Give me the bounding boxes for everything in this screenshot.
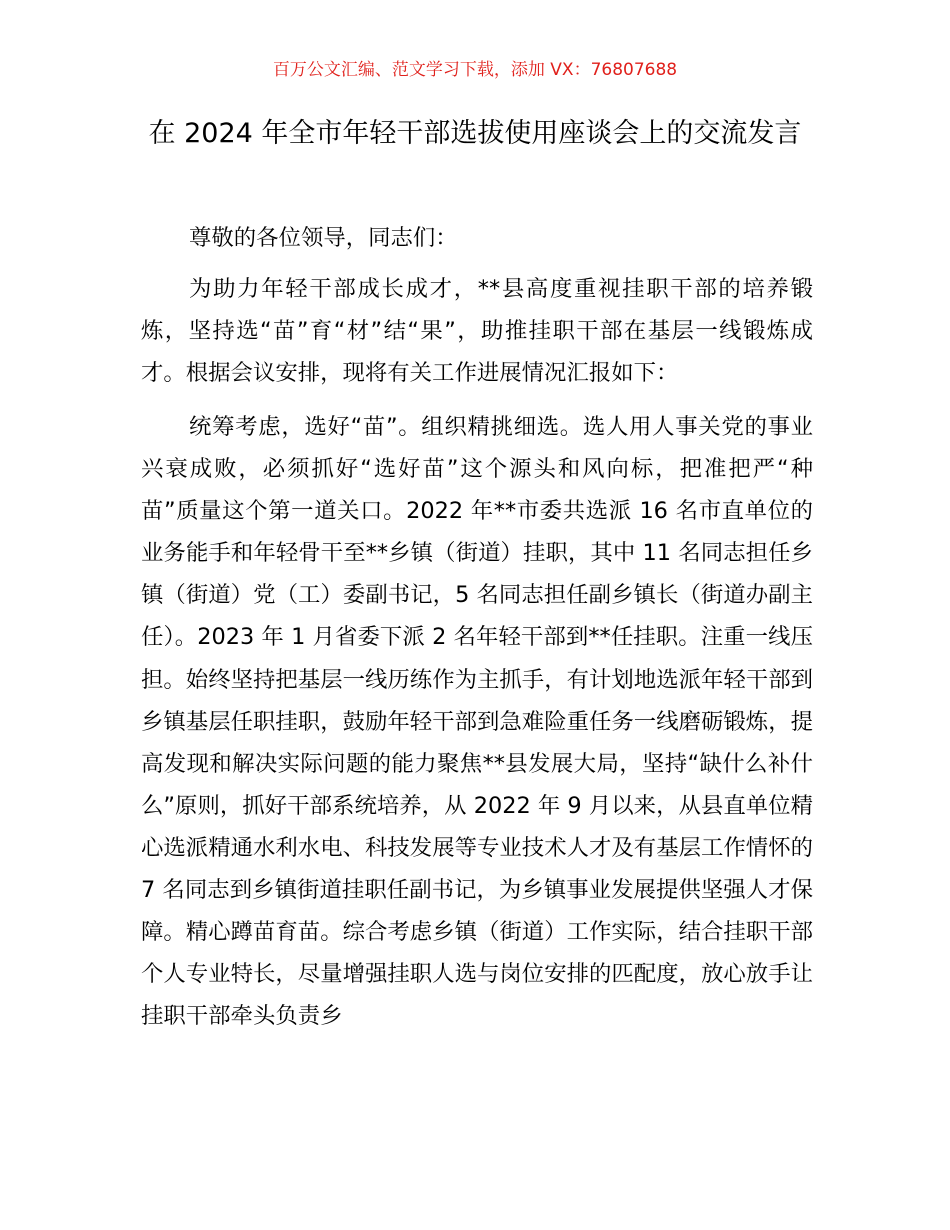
header-watermark: 百万公文汇编、范文学习下载，添加 VX：76807688 xyxy=(272,60,678,80)
document-title: 在 2024 年全市年轻干部选拔使用座谈会上的交流发言 xyxy=(148,118,802,149)
paragraph-select-seedlings: 统筹考虑，选好“苗”。组织精挑细选。选人用人事关党的事业兴衰成败，必须抓好“选好苗”这个源头和风向标，把准把严“种苗”质量这个第一道关口。2022 年**市委共选派 16 名市直单位的业务能手和年轻骨干至**乡镇（街道）挂职，其中 11 名同志担任乡镇（街道）党（工）委副书记，5 名同志担任副乡镇长（街道办副主任）。2023 年 1 月省委下派 2 名年轻干部到**任挂职。注重一线压担。始终坚持把基层一线历练作为主抓手，有计划地选派年轻干部到乡镇基层任职挂职，鼓励年轻干部到急难险重任务一线磨砺锻炼，提高发现和解决实际问题的能力聚焦**县发展大局，坚持“缺什么补什么”原则，抓好干部系统培养，从 2022 年 9 月以来，从县直单位精心选派精通水利水电、科技发展等专业技术人才及有基层工作情怀的 7 名同志到乡镇街道挂职任副书记，为乡镇事业发展提供坚强人才保障。精心蹲苗育苗。综合考虑乡镇（街道）工作实际，结合挂职干部个人专业特长，尽量增强挂职人选与岗位安排的匹配度，放心放手让挂职干部牵头负责乡 xyxy=(141,414,813,1030)
paragraph-intro: 为助力年轻干部成长成才，**县高度重视挂职干部的培养锻炼，坚持选“苗”育“材”结“果”，助推挂职干部在基层一线锻炼成才。根据会议安排，现将有关工作进展情况汇报如下： xyxy=(141,276,813,387)
salutation: 尊敬的各位领导，同志们： xyxy=(189,225,458,251)
